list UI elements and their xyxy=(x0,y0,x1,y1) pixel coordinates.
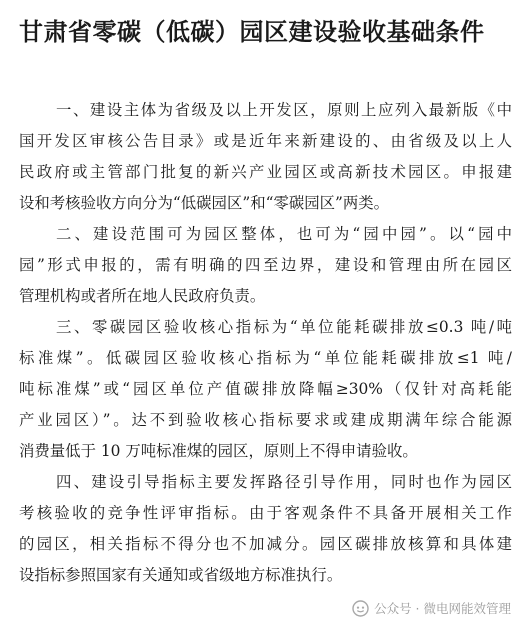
text-line: 民政府或主管部门批复的新兴产业园区或高新技术园区。申报建 xyxy=(19,163,512,181)
text-line: 二、建设范围可为园区整体，也可为“园中园”。以“园中 xyxy=(56,225,512,243)
watermark-text: 公众号 · 微电网能效管理 xyxy=(374,601,511,616)
text-line: 消费量低于 10 万吨标准煤的园区，原则上不得申请验收。 xyxy=(19,442,418,460)
paragraph-3 xyxy=(19,312,512,467)
document-body xyxy=(19,95,512,591)
text-line: 三、零碳园区验收核心指标为“单位能耗碳排放≤0.3 吨/吨 xyxy=(56,318,512,336)
text-line: 园”形式申报的，需有明确的四至边界，建设和管理由所在园区 xyxy=(19,256,512,274)
text-line: 管理机构或者所在地人民政府负责。 xyxy=(19,287,266,305)
text-line: 产业园区）”。达不到验收核心指标要求或建成期满年综合能源 xyxy=(19,411,512,429)
watermark xyxy=(350,599,513,617)
paragraph-1 xyxy=(19,95,512,219)
text-line: 标准煤”。低碳园区验收核心指标为“单位能耗碳排放≤1 吨/ xyxy=(19,349,512,367)
text-line: 四、建设引导指标主要发挥路径引导作用，同时也作为园区 xyxy=(56,473,512,491)
text-line: 国开发区审核公告目录》或是近年来新建设的、由省级及以上人 xyxy=(19,132,512,150)
text-line: 吨标准煤”或“园区单位产值碳排放降幅≥30%（仅针对高耗能 xyxy=(19,380,512,398)
text-line: 的园区，相关指标不得分也不加减分。园区碳排放核算和具体建 xyxy=(19,535,512,553)
text-line: 设和考核验收方向分为“低碳园区”和“零碳园区”两类。 xyxy=(19,194,390,212)
text-line: 设指标参照国家有关通知或省级地方标准执行。 xyxy=(19,566,343,584)
document-title: 甘肃省零碳（低碳）园区建设验收基础条件 xyxy=(19,18,485,46)
text-line: 考核验收的竞争性评审指标。由于客观条件不具备开展相关工作 xyxy=(19,504,512,522)
text-line: 一、建设主体为省级及以上开发区，原则上应列入最新版《中 xyxy=(56,101,512,119)
paragraph-2 xyxy=(19,219,512,312)
paragraph-4 xyxy=(19,467,512,591)
wechat-official-account-icon xyxy=(352,600,369,617)
